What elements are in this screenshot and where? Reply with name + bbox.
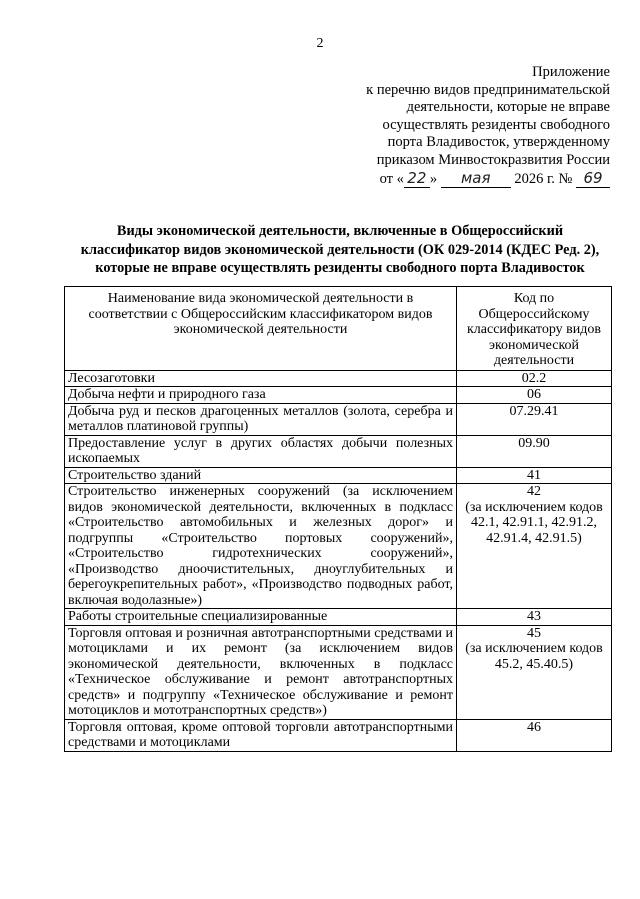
activity-code: 41 [457,467,612,484]
table-row [65,719,612,751]
table-row [65,484,612,609]
appendix-header [340,64,610,188]
activity-code-exception: (за исключением кодов 42.1, 42.91.1, 42.91.2, 42.91.4, 42.91.5) [465,499,603,546]
table-row [65,609,612,626]
table-row [65,467,612,484]
activity-code: 43 [457,609,612,626]
activities-table [64,286,612,752]
activity-code: 42 [527,484,541,499]
title-line: Виды экономической деятельности, включенные в Общероссийский [116,223,564,239]
title-line: которые не вправе осуществлять резиденты свободного порта Владивосток [95,260,585,276]
activity-name: Торговля оптовая и розничная автотранспортными средствами и мотоциклами и их ремонт (за исключением видов экономической деятельности, включенных в подкласс «Техническое обслуживание и ремонт автотранспортных средств» и подгруппу «Техническое обслуживание и ремонт мотоциклов и мототранспортных средств») [65,625,457,719]
activity-code: 46 [457,719,612,751]
appendix-line: к перечню видов предпринимательской [366,81,610,98]
handwritten-month: мая [441,170,511,189]
table-row [65,370,612,387]
activity-name: Предоставление услуг в других областях добычи полезных ископаемых [65,435,457,467]
activity-name: Лесозаготовки [65,370,457,387]
table-row [65,403,612,435]
activity-name: Работы строительные специализированные [65,609,457,626]
table-header-row [65,287,612,371]
activity-name: Строительство инженерных сооружений (за исключением видов экономической деятельности, включенных в подкласс «Строительство автомобильных и железных дорог» и подгруппы «Строительство портовых сооружений», «Строительство гидротехнических сооружений», «Производство дноочистительных, дноуглубительных и берегоукрепительных работ», «Производство подводных работ, включая водолазные») [65,484,457,609]
activity-code: 07.29.41 [457,403,612,435]
activity-name: Добыча руд и песков драгоценных металлов (золота, серебра и металлов платиновой группы) [65,403,457,435]
handwritten-order-number: 69 [576,170,610,189]
activity-code: 09.90 [457,435,612,467]
date-prefix: от « [379,170,404,187]
date-separator: » [429,170,438,187]
activity-code-cell [457,625,612,719]
appendix-line: деятельности, которые не вправе [406,99,610,116]
appendix-line: Приложение [532,64,610,80]
page-number: 2 [316,36,324,51]
table-row [65,435,612,467]
column-header-code: Код по Общероссийскому классификатору видов экономической деятельности [457,287,612,371]
activity-code: 02.2 [457,370,612,387]
activity-name: Строительство зданий [65,467,457,484]
title-line: классификатор видов экономической деятельности (ОК 029-2014 (КДЕС Ред. 2), [80,241,600,258]
table-row [65,625,612,719]
activity-code: 45 [527,625,541,641]
activity-name: Торговля оптовая, кроме оптовой торговли автотранспортными средствами и мотоциклами [65,719,457,751]
activity-code-exception: (за исключением кодов 45.2, 45.40.5) [465,641,603,672]
appendix-date-line [340,170,610,189]
activity-code: 06 [457,387,612,404]
column-header-name: Наименование вида экономической деятельности в соответствии с Общероссийским классификатором видов экономической деятельности [65,287,457,371]
handwritten-day: 22 [404,170,430,189]
activity-name: Добыча нефти и природного газа [65,387,457,404]
activity-code-cell [457,484,612,609]
document-title [40,222,640,278]
appendix-line: порта Владивосток, утвержденному [387,134,610,151]
year-text: 2026 г. № [514,170,573,187]
appendix-line: осуществлять резиденты свободного [382,116,610,133]
appendix-line: приказом Минвостокразвития России [376,151,610,168]
table-row [65,387,612,404]
